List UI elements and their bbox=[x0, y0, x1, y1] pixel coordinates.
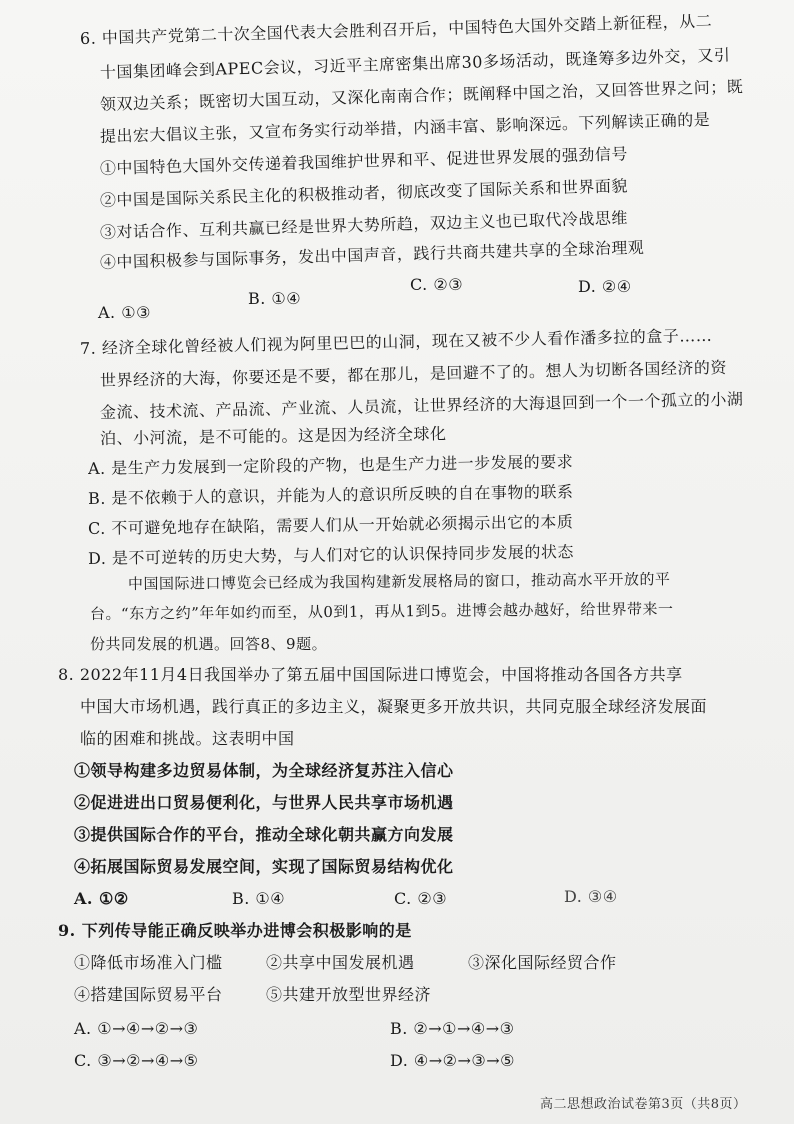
q6-option-1: ①中国特色大国外交传递着我国维护世界和平、促进世界发展的强劲信号 bbox=[99, 144, 629, 178]
q9-choice-b: B. ②→①→④→③ bbox=[390, 1019, 515, 1038]
q9-option-2: ②共享中国发展机遇 bbox=[266, 953, 415, 972]
q6-option-4: ④中国积极参与国际事务，发出中国声音，践行共商共建共享的全球治理观 bbox=[99, 237, 645, 272]
q6-choice-d: D. ②④ bbox=[578, 277, 632, 296]
q8-choice-a: A. ①② bbox=[74, 889, 129, 908]
intro-line-3: 份共同发展的机遇。回答8、9题。 bbox=[90, 635, 328, 653]
q7-stem-line-3: 金流、技术流、产品流、产业流、人员流，让世界经济的大海退回到一个一个孤立的小湖 bbox=[99, 389, 744, 422]
q6-option-3: ③对话合作、互利共赢已经是世界大势所趋，双边主义也已取代冷战思维 bbox=[99, 208, 629, 242]
q9-choice-d: D. ④→②→③→⑤ bbox=[390, 1051, 516, 1070]
q7-choice-c: C. 不可避免地存在缺陷，需要人们从一开始就必须揭示出它的本质 bbox=[87, 512, 574, 538]
q6-choice-b: B. ①④ bbox=[248, 289, 302, 308]
q8-option-4: ④拓展国际贸易发展空间，实现了国际贸易结构优化 bbox=[74, 857, 454, 876]
q8-stem-line-3: 临的困难和挑战。这表明中国 bbox=[80, 729, 295, 748]
intro-line-2: 台。“东方之约”年年如约而至，从0到1，再从1到5。进博会越办越好，给世界带来一 bbox=[89, 599, 674, 623]
q6-stem-line-2: 十国集团峰会到APEC会议，习近平主席密集出席30多场活动，既逢筹多边外交，又引 bbox=[99, 45, 731, 82]
q6-stem-line-1: 6. 中国共产党第二十次全国代表大会胜利召开后，中国特色大国外交踏上新征程，从二 bbox=[79, 11, 713, 48]
page-footer: 高二思想政治试卷第3页（共8页） bbox=[540, 1097, 747, 1112]
q8-choice-d: D. ③④ bbox=[564, 887, 618, 906]
q8-choice-c: C. ②③ bbox=[394, 889, 448, 908]
q9-choice-c: C. ③→②→④→⑤ bbox=[74, 1051, 199, 1070]
intro-line-1: 中国国际进口博览会已经成为我国构建新发展格局的窗口，推动高水平开放的平 bbox=[127, 570, 671, 593]
q8-option-2: ②促进进出口贸易便利化，与世界人民共享市场机遇 bbox=[74, 793, 454, 812]
q8-option-3: ③提供国际合作的平台，推动全球化朝共赢方向发展 bbox=[74, 825, 454, 844]
q6-choice-a: A. ①③ bbox=[98, 303, 151, 322]
q6-stem-line-4: 提出宏大倡议主张，又宣布务实行动举措，内涵丰富、影响深远。下列解读正确的是 bbox=[99, 109, 711, 146]
q6-stem-line-3: 领双边关系；既密切大国互动，又深化南南合作；既阐释中国之治，又回答世界之问；既 bbox=[99, 77, 744, 114]
q6-option-2: ②中国是国际关系民主化的积极推动者，彻底改变了国际关系和世界面貌 bbox=[99, 176, 629, 210]
q7-stem-line-2: 世界经济的大海，你要还是不要，都在那儿，是回避不了的。想人为切断各国经济的资 bbox=[99, 357, 728, 390]
q7-choice-a: A. 是生产力发展到一定阶段的产物，也是生产力进一步发展的要求 bbox=[87, 452, 574, 478]
q7-stem-line-1: 7. 经济全球化曾经被人们视为阿里巴巴的山洞，现在又被不少人看作潘多拉的盒子…… bbox=[79, 325, 713, 358]
q8-stem-line-1: 8. 2022年11月4日我国举办了第五届中国国际进口博览会，中国将推动各国各方共享 bbox=[58, 665, 683, 684]
q9-option-5: ⑤共建开放型世界经济 bbox=[266, 985, 432, 1004]
q8-option-1: ①领导构建多边贸易体制，为全球经济复苏注入信心 bbox=[74, 761, 454, 780]
q7-choice-b: B. 是不依赖于人的意识，并能为人的意识所反映的自在事物的联系 bbox=[87, 482, 574, 508]
q9-option-4: ④搭建国际贸易平台 bbox=[74, 985, 223, 1004]
q9-option-3: ③深化国际经贸合作 bbox=[468, 953, 617, 972]
q6-choice-c: C. ②③ bbox=[410, 275, 464, 294]
q7-choice-d: D. 是不可逆转的历史大势，与人们对它的认识保持同步发展的状态 bbox=[87, 542, 575, 568]
q7-stem-line-4: 泊、小河流，是不可能的。这是因为经济全球化 bbox=[99, 424, 447, 448]
q9-option-1: ①降低市场准入门槛 bbox=[74, 953, 223, 972]
q9-stem: 9. 下列传导能正确反映举办进博会积极影响的是 bbox=[58, 921, 412, 940]
q8-choice-b: B. ①④ bbox=[232, 889, 286, 908]
q8-stem-line-2: 中国大市场机遇，践行真正的多边主义，凝聚更多开放共识，共同克服全球经济发展面 bbox=[80, 697, 708, 716]
q9-choice-a: A. ①→④→②→③ bbox=[74, 1019, 199, 1038]
